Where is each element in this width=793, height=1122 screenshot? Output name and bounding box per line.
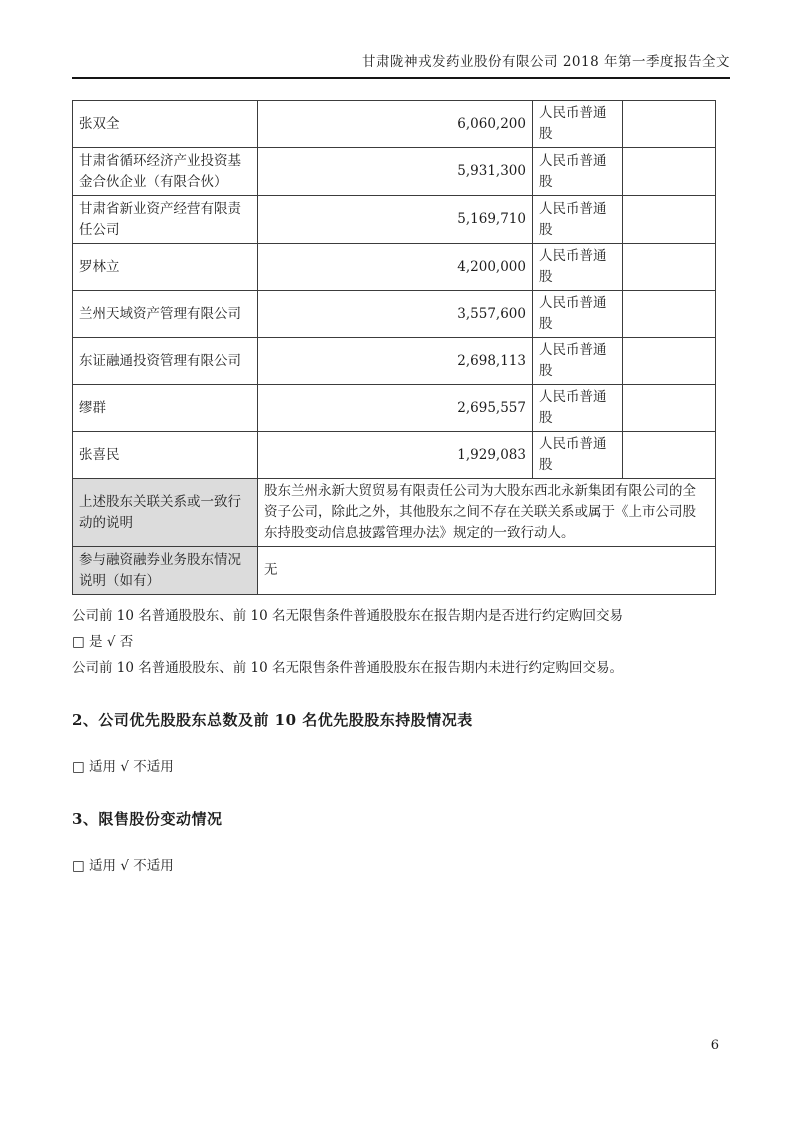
empty-cell [623, 338, 716, 385]
shareholder-name: 甘肃省循环经济产业投资基金合伙企业（有限合伙） [73, 148, 258, 196]
report-title: 甘肃陇神戎发药业股份有限公司 2018 年第一季度报告全文 [72, 50, 730, 79]
shareholder-shares: 5,169,710 [258, 196, 533, 244]
shareholder-name: 张喜民 [73, 432, 258, 479]
page-number: 6 [710, 1038, 719, 1053]
shareholder-name: 张双全 [73, 101, 258, 148]
note-value: 股东兰州永新大贸贸易有限责任公司为大股东西北永新集团有限公司的全资子公司，除此之外，其他股东之间不存在关联关系或属于《上市公司股东持股变动信息披露管理办法》规定的一致行动人。 [258, 479, 716, 547]
shareholder-shares: 4,200,000 [258, 244, 533, 291]
shareholder-shares: 2,698,113 [258, 338, 533, 385]
share-type-cell: 人民币普通股 [533, 244, 623, 291]
shareholder-name: 东证融通投资管理有限公司 [73, 338, 258, 385]
share-type-cell: 人民币普通股 [533, 148, 623, 196]
repurchase-options: □ 是 √ 否 [72, 634, 134, 650]
table-row-note [73, 547, 716, 595]
shareholders-table [72, 100, 716, 595]
table-row [73, 196, 716, 244]
empty-cell [623, 385, 716, 432]
repurchase-answer: 公司前 10 名普通股股东、前 10 名无限售条件普通股股东在报告期内未进行约定购回交易。 [72, 660, 624, 676]
empty-cell [623, 244, 716, 291]
empty-cell [623, 432, 716, 479]
table-row [73, 244, 716, 291]
table-row [73, 101, 716, 148]
share-type-cell: 人民币普通股 [533, 196, 623, 244]
note-value: 无 [258, 547, 716, 595]
share-type-cell: 人民币普通股 [533, 385, 623, 432]
empty-cell [623, 291, 716, 338]
table-row [73, 385, 716, 432]
shareholder-name: 缪群 [73, 385, 258, 432]
table-row [73, 338, 716, 385]
shareholder-shares: 5,931,300 [258, 148, 533, 196]
table-row [73, 148, 716, 196]
shareholder-name: 罗林立 [73, 244, 258, 291]
empty-cell [623, 101, 716, 148]
share-type-cell: 人民币普通股 [533, 101, 623, 148]
empty-cell [623, 196, 716, 244]
table-row-note [73, 479, 716, 547]
shareholder-shares: 2,695,557 [258, 385, 533, 432]
section-3-title: 3、限售股份变动情况 [72, 810, 223, 828]
note-label: 参与融资融券业务股东情况说明（如有） [73, 547, 258, 595]
table-row [73, 291, 716, 338]
section-2-title: 2、公司优先股股东总数及前 10 名优先股股东持股情况表 [72, 711, 473, 729]
shareholder-name: 甘肃省新业资产经营有限责任公司 [73, 196, 258, 244]
note-label: 上述股东关联关系或一致行动的说明 [73, 479, 258, 547]
shareholder-shares: 1,929,083 [258, 432, 533, 479]
share-type-cell: 人民币普通股 [533, 338, 623, 385]
shareholder-shares: 3,557,600 [258, 291, 533, 338]
share-type-cell: 人民币普通股 [533, 291, 623, 338]
shareholder-shares: 6,060,200 [258, 101, 533, 148]
table-row [73, 432, 716, 479]
shareholder-name: 兰州天域资产管理有限公司 [73, 291, 258, 338]
section-3-applicability: □ 适用 √ 不适用 [72, 858, 174, 874]
page-content [72, 50, 730, 876]
section-2-applicability: □ 适用 √ 不适用 [72, 759, 174, 775]
empty-cell [623, 148, 716, 196]
share-type-cell: 人民币普通股 [533, 432, 623, 479]
repurchase-question: 公司前 10 名普通股股东、前 10 名无限售条件普通股股东在报告期内是否进行约定购回交易 [72, 608, 624, 624]
